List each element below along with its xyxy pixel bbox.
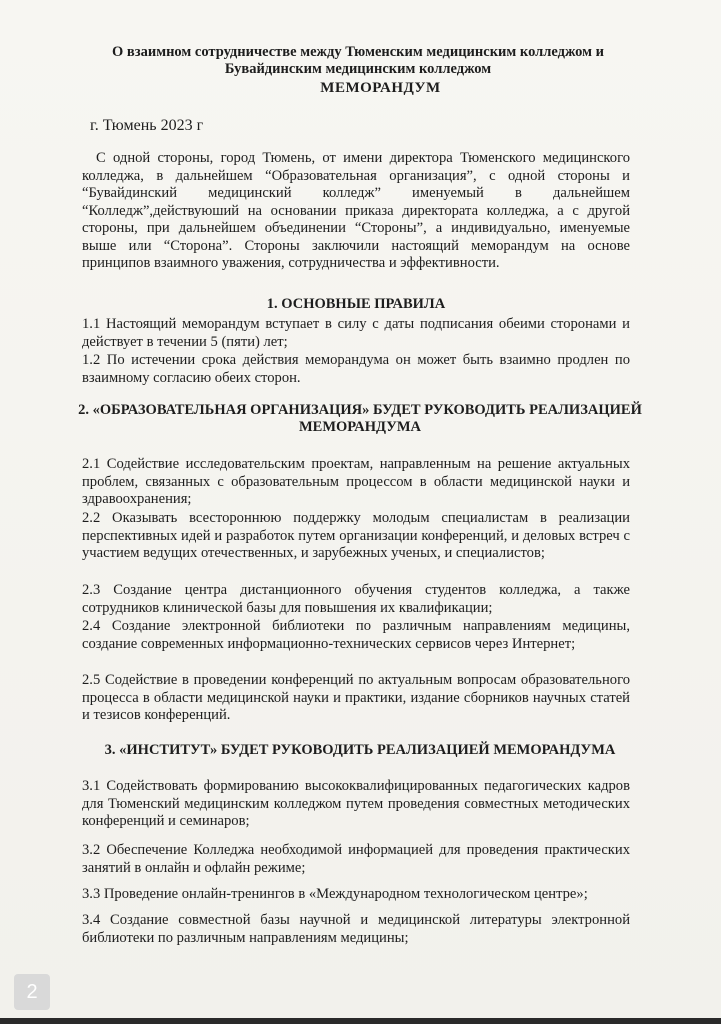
document-title: МЕМОРАНДУМ xyxy=(320,80,441,96)
document-header xyxy=(58,44,658,78)
intro-paragraph: С одной стороны, город Тюмень, от имени директора Тюменского медицинского колледжа, в дальнейшем “Образовательная организация”, с одной стороны и “Бувайдинский медицинский колледж” именуемый в дальнейшем “Колледж”,действуюший на основании приказа директората колледжа, а с другой стороны, при дальнейшем объединении “Стороны”, а индивидуально, именуемые выше или “Сторона”. Стороны заключили настоящий меморандум на основе принципов взаимного уважения, сотрудничества и эффективности. xyxy=(82,150,630,271)
section-3-item-2: 3.2 Обеспечение Колледжа необходимой информацией для проведения практических занятий в онлайн и офлайн режиме; xyxy=(82,842,630,876)
section-1-item-1: 1.1 Настоящий меморандум вступает в силу с даты подписания обеими сторонами и действует в течении 5 (пяти) лет; xyxy=(82,316,630,350)
city-date: г. Тюмень 2023 г xyxy=(90,117,204,134)
section-2-title xyxy=(60,402,660,436)
header-line-2: Бувайдинским медицинским колледжом xyxy=(224,61,492,77)
section-2-title-line-2: МЕМОРАНДУМА xyxy=(298,419,422,435)
section-3-item-1: 3.1 Содействовать формированию высококвалифицированных педагогических кадров для Тюменский медицинским колледжом путем проведения совместных методических конференций и семинаров; xyxy=(82,778,630,829)
section-2-item-2: 2.2 Оказывать всестороннюю поддержку молодым специалистам в реализации перспективных идей и разработок путем организации конференций, и деловых встреч с участием ведущих отечественных, и зарубежных ученых, и специалистов; xyxy=(82,510,630,561)
section-1-title: 1. ОСНОВНЫЕ ПРАВИЛА xyxy=(266,296,446,312)
section-3-item-4: 3.4 Создание совместной базы научной и медицинской литературы электронной библиотеки по различным направлениям медицины; xyxy=(82,912,630,946)
page-bottom-edge xyxy=(0,1018,721,1024)
header-line-1: О взаимном сотрудничестве между Тюменским медицинским колледжом и xyxy=(112,44,604,60)
section-2-item-4: 2.4 Создание электронной библиотеки по различным направлениям медицины, создание современных информационно-технических сервисов через Интернет; xyxy=(82,618,630,652)
section-3-title: 3. «ИНСТИТУТ» БУДЕТ РУКОВОДИТЬ РЕАЛИЗАЦИЕЙ МЕМОРАНДУМА xyxy=(104,742,616,758)
section-2-item-1: 2.1 Содействие исследовательским проектам, направленным на решение актуальных проблем, связанных с образовательным процессом в области медицинской науки и здравоохранения; xyxy=(82,456,630,507)
section-1-item-2: 1.2 По истечении срока действия меморандума он может быть взаимно продлен по взаимному согласию обеих сторон. xyxy=(82,352,630,386)
section-3-item-3: 3.3 Проведение онлайн-тренингов в «Международном технологическом центре»; xyxy=(82,886,588,902)
section-2-item-5: 2.5 Содействие в проведении конференций по актуальным вопросам образовательного процесса в области медицинской науки и практики, издание сборников научных статей и тезисов конференций. xyxy=(82,672,630,723)
section-2-title-line-1: 2. «ОБРАЗОВАТЕЛЬНАЯ ОРГАНИЗАЦИЯ» БУДЕТ РУКОВОДИТЬ РЕАЛИЗАЦИЕЙ xyxy=(78,402,642,418)
page-number-badge: 2 xyxy=(14,974,50,1010)
section-2-item-3: 2.3 Создание центра дистанционного обучения студентов колледжа, а также сотрудников клинической базы для повышения их квалификации; xyxy=(82,582,630,616)
